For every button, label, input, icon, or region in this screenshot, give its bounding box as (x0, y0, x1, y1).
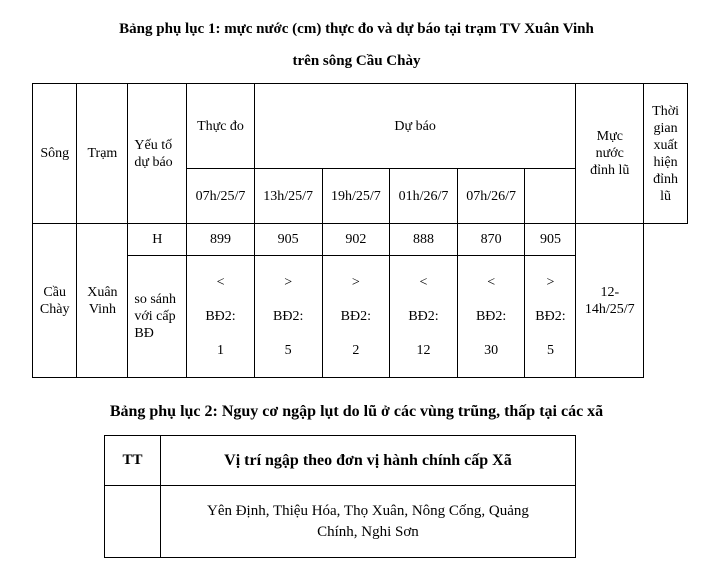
forecast-table (32, 83, 688, 378)
compare-cell (322, 256, 390, 378)
compare-sign: > (284, 274, 293, 290)
h-value: 905 (525, 224, 576, 256)
compare-diff: 5 (546, 342, 554, 358)
compare-level: BĐ2: (340, 308, 371, 324)
time-cell: 19h/25/7 (322, 169, 390, 224)
h-value: 902 (322, 224, 390, 256)
header-thoi-gian: Thời gian xuất hiện đỉnh lũ (644, 84, 688, 224)
appendix2-title: Bảng phụ lục 2: Nguy cơ ngập lụt do lũ ở các vùng trũng, thấp tại các xã (109, 403, 604, 420)
compare-cell (187, 256, 255, 378)
compare-level: BĐ2: (535, 308, 566, 324)
peak-time: 12-14h/25/7 (576, 224, 644, 378)
header-vi-tri: Vị trí ngập theo đơn vị hành chính cấp Xã (160, 436, 575, 486)
time-cell: 07h/25/7 (187, 169, 255, 224)
header-du-bao: Dự báo (254, 84, 576, 169)
appendix1-title-line2: trên sông Cầu Chày (292, 53, 421, 69)
compare-diff: 30 (484, 342, 499, 358)
compare-diff: 12 (416, 342, 431, 358)
header-tram: Trạm (77, 84, 128, 224)
appendix1-title-line1: Bảng phụ lục 1: mực nước (cm) thực đo và dự báo tại trạm TV Xuân Vinh (119, 21, 594, 37)
compare-cell (390, 256, 458, 378)
compare-diff: 5 (284, 342, 292, 358)
time-cell: 07h/26/7 (457, 169, 525, 224)
flood-locations: Yên Định, Thiệu Hóa, Thọ Xuân, Nông Cống, Quảng Chính, Nghi Sơn (160, 486, 575, 558)
flood-tt (105, 486, 161, 558)
compare-cell (254, 256, 322, 378)
h-value: 899 (187, 224, 255, 256)
compare-sign: < (216, 274, 225, 290)
compare-diff: 2 (352, 342, 360, 358)
compare-level: BĐ2: (273, 308, 304, 324)
compare-level: BĐ2: (205, 308, 236, 324)
compare-cell (457, 256, 525, 378)
compare-diff: 1 (217, 342, 225, 358)
header-tt: TT (105, 436, 161, 486)
header-thuc-do: Thực đo (187, 84, 255, 169)
flood-row (105, 486, 576, 558)
compare-sign: > (546, 274, 555, 290)
header-muc-nuoc: Mực nước đỉnh lũ (576, 84, 644, 224)
header-yeu-to: Yếu tố dự báo (128, 84, 187, 224)
h-row (33, 224, 688, 256)
time-cell: 01h/26/7 (390, 169, 458, 224)
station-name: Xuân Vinh (77, 224, 128, 378)
h-value: 870 (457, 224, 525, 256)
compare-sign: > (351, 274, 360, 290)
compare-sign: < (419, 274, 428, 290)
h-value: 905 (254, 224, 322, 256)
flood-header-row (105, 436, 576, 486)
compare-sign: < (487, 274, 496, 290)
compare-level: BĐ2: (408, 308, 439, 324)
compare-cell (525, 256, 576, 378)
header-row-1 (33, 84, 688, 169)
h-value: 888 (390, 224, 458, 256)
header-song: Sông (33, 84, 77, 224)
compare-label: so sánh với cấp BĐ (128, 256, 187, 378)
h-label: H (128, 224, 187, 256)
river-name: Cầu Chày (33, 224, 77, 378)
flood-table (104, 435, 576, 558)
time-cell: 13h/25/7 (254, 169, 322, 224)
compare-level: BĐ2: (475, 308, 507, 324)
